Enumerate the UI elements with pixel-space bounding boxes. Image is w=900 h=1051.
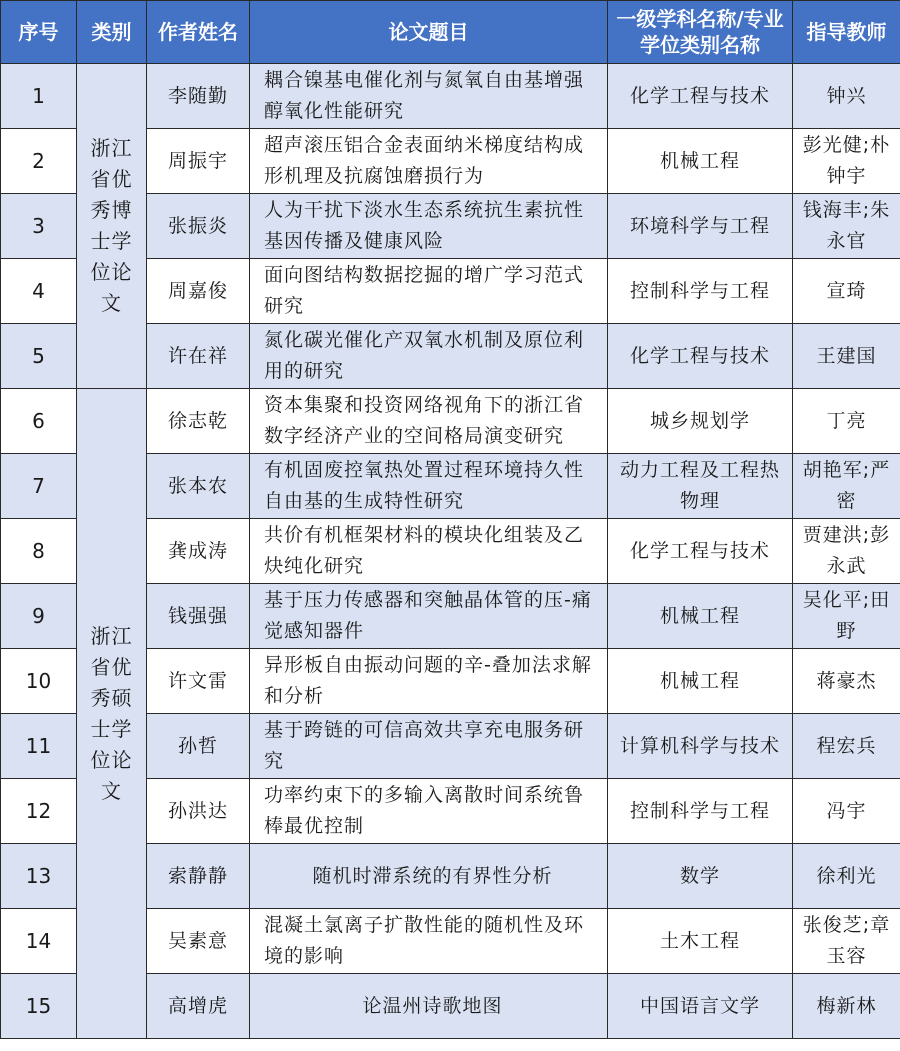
header-row: [1, 1, 900, 64]
thesis-title: 耦合镍基电催化剂与氮氧自由基增强醇氧化性能研究: [250, 64, 608, 129]
advisor-name: 程宏兵: [793, 714, 900, 779]
advisor-name: 冯宇: [793, 779, 900, 844]
discipline-name: 控制科学与工程: [608, 259, 793, 324]
discipline-name: 计算机科学与技术: [608, 714, 793, 779]
row-number: 13: [1, 844, 77, 909]
thesis-title: 有机固废控氧热处置过程环境持久性自由基的生成特性研究: [250, 454, 608, 519]
row-number: 9: [1, 584, 77, 649]
advisor-name: 胡艳军;严密: [793, 454, 900, 519]
discipline-name: 土木工程: [608, 909, 793, 974]
discipline-name: 化学工程与技术: [608, 324, 793, 389]
thesis-title: 随机时滞系统的有界性分析: [250, 844, 608, 909]
row-number: 10: [1, 649, 77, 714]
row-number: 11: [1, 714, 77, 779]
thesis-title: 人为干扰下淡水生态系统抗生素抗性基因传播及健康风险: [250, 194, 608, 259]
advisor-name: 彭光健;朴钟宇: [793, 129, 900, 194]
category-master: 浙江省优秀硕士学位论文: [77, 389, 147, 1039]
discipline-name: 中国语言文学: [608, 974, 793, 1039]
category-doctor: 浙江省优秀博士学位论文: [77, 64, 147, 389]
thesis-title: 资本集聚和投资网络视角下的浙江省数字经济产业的空间格局演变研究: [250, 389, 608, 454]
header-no: 序号: [1, 1, 77, 64]
advisor-name: 梅新林: [793, 974, 900, 1039]
discipline-name: 化学工程与技术: [608, 64, 793, 129]
discipline-name: 化学工程与技术: [608, 519, 793, 584]
author-name: 吴素意: [147, 909, 250, 974]
advisor-name: 蒋豪杰: [793, 649, 900, 714]
author-name: 孙洪达: [147, 779, 250, 844]
thesis-title: 论温州诗歌地图: [250, 974, 608, 1039]
thesis-title: 功率约束下的多输入离散时间系统鲁棒最优控制: [250, 779, 608, 844]
thesis-title: 超声滚压铝合金表面纳米梯度结构成形机理及抗腐蚀磨损行为: [250, 129, 608, 194]
thesis-title: 基于跨链的可信高效共享充电服务研究: [250, 714, 608, 779]
advisor-name: 钟兴: [793, 64, 900, 129]
discipline-name: 控制科学与工程: [608, 779, 793, 844]
header-title: 论文题目: [250, 1, 608, 64]
row-number: 6: [1, 389, 77, 454]
row-number: 12: [1, 779, 77, 844]
header-discipline: 一级学科名称/专业学位类别名称: [608, 1, 793, 64]
author-name: 周振宇: [147, 129, 250, 194]
table-row: [1, 389, 900, 454]
row-number: 2: [1, 129, 77, 194]
author-name: 许文雷: [147, 649, 250, 714]
table-row: [1, 64, 900, 129]
author-name: 李随勤: [147, 64, 250, 129]
thesis-title: 混凝土氯离子扩散性能的随机性及环境的影响: [250, 909, 608, 974]
advisor-name: 宣琦: [793, 259, 900, 324]
advisor-name: 钱海丰;朱永官: [793, 194, 900, 259]
author-name: 龚成涛: [147, 519, 250, 584]
thesis-title: 基于压力传感器和突触晶体管的压-痛觉感知器件: [250, 584, 608, 649]
header-category: 类别: [77, 1, 147, 64]
row-number: 1: [1, 64, 77, 129]
thesis-title: 异形板自由振动问题的辛-叠加法求解和分析: [250, 649, 608, 714]
advisor-name: 吴化平;田野: [793, 584, 900, 649]
row-number: 14: [1, 909, 77, 974]
discipline-name: 机械工程: [608, 649, 793, 714]
discipline-name: 机械工程: [608, 129, 793, 194]
header-author: 作者姓名: [147, 1, 250, 64]
row-number: 7: [1, 454, 77, 519]
author-name: 高增虎: [147, 974, 250, 1039]
author-name: 周嘉俊: [147, 259, 250, 324]
discipline-name: 城乡规划学: [608, 389, 793, 454]
author-name: 索静静: [147, 844, 250, 909]
advisor-name: 丁亮: [793, 389, 900, 454]
thesis-title: 氮化碳光催化产双氧水机制及原位利用的研究: [250, 324, 608, 389]
advisor-name: 贾建洪;彭永武: [793, 519, 900, 584]
row-number: 3: [1, 194, 77, 259]
discipline-name: 动力工程及工程热物理: [608, 454, 793, 519]
discipline-name: 机械工程: [608, 584, 793, 649]
author-name: 孙哲: [147, 714, 250, 779]
row-number: 15: [1, 974, 77, 1039]
row-number: 5: [1, 324, 77, 389]
row-number: 8: [1, 519, 77, 584]
header-advisor: 指导教师: [793, 1, 900, 64]
discipline-name: 环境科学与工程: [608, 194, 793, 259]
author-name: 张本农: [147, 454, 250, 519]
advisor-name: 王建国: [793, 324, 900, 389]
author-name: 徐志乾: [147, 389, 250, 454]
thesis-title: 共价有机框架材料的模块化组装及乙炔纯化研究: [250, 519, 608, 584]
advisor-name: 张俊芝;章玉容: [793, 909, 900, 974]
author-name: 钱强强: [147, 584, 250, 649]
advisor-name: 徐利光: [793, 844, 900, 909]
thesis-title: 面向图结构数据挖掘的增广学习范式研究: [250, 259, 608, 324]
author-name: 许在祥: [147, 324, 250, 389]
discipline-name: 数学: [608, 844, 793, 909]
row-number: 4: [1, 259, 77, 324]
author-name: 张振炎: [147, 194, 250, 259]
